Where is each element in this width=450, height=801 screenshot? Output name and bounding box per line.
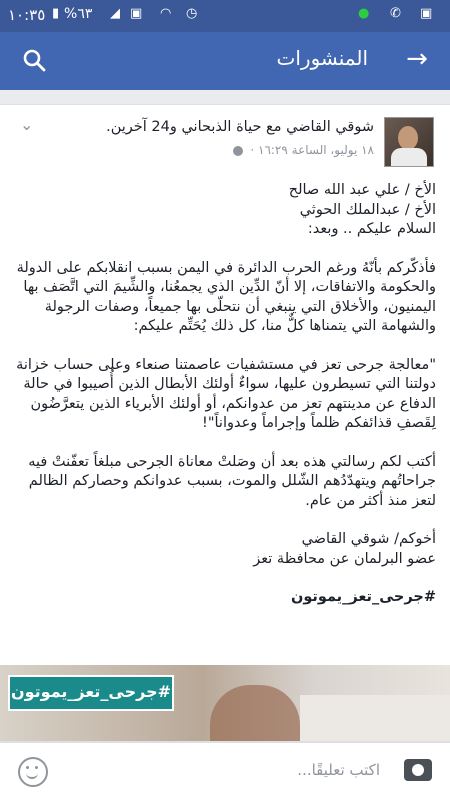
app-icon: ● <box>358 6 370 21</box>
post-body <box>14 181 436 627</box>
image-hashtag-caption: #جرحى_تعز_يموتون <box>8 675 174 711</box>
post-card <box>0 104 450 742</box>
camera-icon[interactable] <box>404 759 432 781</box>
avatar-shirt <box>391 148 427 166</box>
post-hashtag[interactable]: #جرحى_تعز_يموتون <box>290 589 436 605</box>
signal-icon: ◢ <box>110 6 120 21</box>
image-sheet <box>300 695 450 741</box>
status-bar <box>0 0 450 32</box>
post-paragraph: "معالجة جرحى تعز في مستشفيات عاصمتنا صنعاء وعلى حساب خزانة دولتنا التي تسيطرون عليها، سواءٌ أولئك الأبطال الذين أُصيبوا في حالة الدفاع عن مدينتهم تعز من عدوانكم، أو أولئك الأبرياء الذين يتعرَّضُون لِقَصفِ قذائفكم ظلماً وإجراماً وعدواناً"! <box>16 356 436 431</box>
post-greeting: الأخ / علي عبد الله صالح الأخ / عبدالملك الحوثي السلام عليكم .. وبعد: <box>288 182 436 237</box>
alarm-icon: ◷ <box>186 6 198 21</box>
post-paragraph: أكتب لكم رسالتي هذه بعد أن وصَلتْ معاناة الجرحى مبلغاً تعفّنتْ فيه جراحاتُهم ويتهدّدُهم الشّلل والموت، بسبب عدوانكم وحصاركم الظالم لتعز منذ أكثر من عام. <box>28 453 436 509</box>
back-arrow-icon[interactable]: → <box>406 44 428 74</box>
title-bar <box>0 32 450 90</box>
whatsapp-icon: ✆ <box>390 6 401 21</box>
chevron-down-icon[interactable]: ⌄ <box>20 115 34 134</box>
timestamp-text: ١٨ يوليو، الساعة ١٦:٢٩ · <box>250 143 374 157</box>
search-icon[interactable] <box>22 48 46 72</box>
post-timestamp <box>233 143 374 157</box>
comment-bar <box>0 742 450 801</box>
battery-percent: %٦٣ <box>64 6 93 22</box>
image-figure <box>210 685 300 741</box>
page-title: المنشورات <box>276 46 368 70</box>
avatar-face <box>398 126 418 150</box>
emoji-icon[interactable] <box>18 757 48 787</box>
sim-icon: ▣ <box>130 6 143 21</box>
avatar[interactable] <box>384 117 434 167</box>
wifi-icon: ◠ <box>160 6 172 21</box>
battery-icon: ▮ <box>52 6 60 21</box>
post-paragraph: فأذكّركم بأنّهُ ورغم الحرب الدائرة في اليمن بسبب انقلابكم على الدولة والحكومة والاتفاقات، إلا أنّ الدِّين الذي يجمعُنا، والشِّيمَ التي اتَّصَف بها اليمنيون، والأخلاق التي ينبغي أن نتحلّى بها جميعاً، وصفات الرجولة والشهامة التي يتمناها كلٌّ منا، كل ذلك يُحَتِّم عليكم: <box>16 259 436 334</box>
post-author-line[interactable]: شوقي القاضي مع حياة الذبحاني و24 آخرين. <box>106 119 374 135</box>
comment-input[interactable]: اكتب تعليقًا... <box>297 761 380 779</box>
facebook-icon: ▣ <box>420 6 433 21</box>
status-time: ١٠:٣٥ <box>8 6 46 24</box>
post-signature: أخوكم/ شوقي القاضي عضو البرلمان عن محافظة تعز <box>253 531 436 567</box>
globe-icon <box>233 146 243 156</box>
post-image[interactable] <box>0 665 450 741</box>
